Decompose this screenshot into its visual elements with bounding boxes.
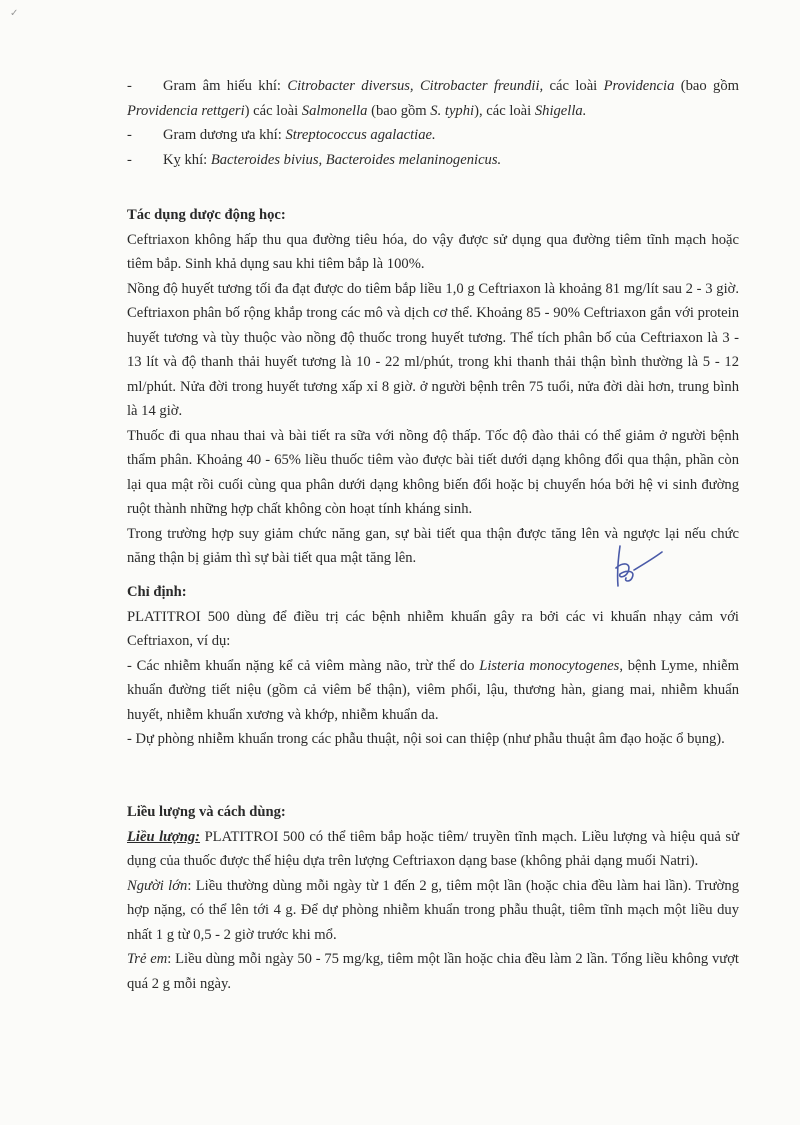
dosage-label: Liều lượng: <box>127 828 201 845</box>
species-name: Salmonella <box>301 102 368 119</box>
species-name: Bacteroides bivius, Bacteroides melaninogenicus. <box>210 151 502 168</box>
section-heading: Tác dụng dược động học: <box>127 207 286 223</box>
paragraph: PLATITROI 500 dùng để điều trị các bệnh nhiễm khuẩn gây ra bởi các vi khuẩn nhạy cảm với Ceftriaxon, ví dụ: <box>127 608 739 649</box>
text-span: Kỵ khí: <box>163 151 211 168</box>
section-heading: Liều lượng và cách dùng: <box>127 804 286 820</box>
species-name: Providencia rettgeri <box>127 102 245 119</box>
paragraph <box>127 874 739 948</box>
text-span: (bao gồm <box>674 78 739 94</box>
paragraph: Ceftriaxon không hấp thu qua đường tiêu hóa, do vậy được sử dụng qua đường tiêm tĩnh mạch hoặc tiêm bắp. Sinh khả dụng sau khi tiêm bắp là 100%. <box>127 231 739 272</box>
pharmacokinetics-section <box>127 203 739 571</box>
text-span: PLATITROI 500 có thể tiêm bắp hoặc tiêm/ truyền tĩnh mạch. Liều lượng và hiệu quả sử dụng của thuốc được thể hiệu dựa trên lượng Ceftriaxon dạng base (không phải dạng muối Natri). <box>127 828 739 869</box>
indications-section <box>127 580 739 752</box>
paragraph: Thuốc đi qua nhau thai và bài tiết ra sữa với nồng độ thấp. Tốc độ đào thải có thể giảm ở người bệnh thẩm phân. Khoảng 40 - 65% liều thuốc tiêm vào được bài tiết dưới dạng không đổi qua thận, phần còn lại qua mật rồi cuối cùng qua phân dưới dạng không biến đổi hoặc bị chuyển hóa bởi hệ vi sinh đường ruột thành những hợp chất không còn hoạt tính kháng sinh. <box>127 427 739 517</box>
bullet-dash: - <box>127 151 132 168</box>
text-span: ) các loài <box>244 102 302 119</box>
scan-mark: ✓ <box>10 8 19 19</box>
text-span: , bệnh Lyme, nhiễm khuẩn đường tiết niệu (gồm cả viêm bể thận), viêm phổi, lậu, thương hàn, giang mai, nhiễm khuẩn huyết, nhiễm khuẩn xương và khớp, nhiễm khuẩn da. <box>127 657 739 723</box>
bacteria-list <box>127 74 739 172</box>
paragraph <box>127 947 739 996</box>
section-heading: Chỉ định: <box>127 584 187 600</box>
child-label: Trẻ em <box>127 951 168 967</box>
species-name: S. typhi <box>430 102 475 119</box>
species-name: Providencia <box>603 78 675 94</box>
species-name: Listeria monocytogenes <box>479 657 620 674</box>
text-span: Gram âm hiếu khí: <box>163 78 288 94</box>
paragraph: Nồng độ huyết tương tối đa đạt được do tiêm bắp liều 1,0 g Ceftriaxon là khoảng 81 mg/lít sau 2 - 3 giờ. Ceftriaxon phân bố rộng khắp trong các mô và dịch cơ thể. Khoảng 85 - 90% Ceftriaxon gắn với protein huyết tương và tùy thuộc vào nồng độ thuốc trong huyết tương. Thể tích phân bố của Ceftriaxon là 3 - 13 lít và độ thanh thải huyết tương là 10 - 22 ml/phút, trong khi thanh thải thận bình thường là 5 - 12 ml/phút. Nửa đời trong huyết tương xấp xỉ 8 giờ. ở người bệnh trên 75 tuổi, nửa đời dài hơn, trung bình là 14 giờ. <box>127 280 739 419</box>
text-span: : Liều dùng mỗi ngày 50 - 75 mg/kg, tiêm một lần hoặc chia đều làm 2 lần. Tổng liều không vượt quá 2 g mỗi ngày. <box>127 951 739 992</box>
text-span: Gram dương ưa khí: <box>163 127 286 143</box>
species-name: Citrobacter diversus, Citrobacter freundii, <box>287 78 544 94</box>
text-span: - Các nhiễm khuẩn nặng kể cả viêm màng não, trừ thể do <box>127 657 480 674</box>
species-name: Shigella. <box>534 102 587 119</box>
paragraph <box>127 654 739 728</box>
text-span: (bao gồm <box>367 102 431 119</box>
paragraph: - Dự phòng nhiễm khuẩn trong các phẫu thuật, nội soi can thiệp (như phẫu thuật âm đạo hoặc ổ bụng). <box>127 731 725 747</box>
paragraph <box>127 825 739 874</box>
text-span: ), các loài <box>474 102 535 119</box>
bullet-gram-negative <box>127 74 739 123</box>
adult-label: Người lớn <box>127 877 188 894</box>
text-span: : Liều thường dùng mỗi ngày từ 1 đến 2 g, tiêm một lần (hoặc chia đều làm hai lần). Trường hợp nặng, có thể lên tới 4 g. Để dự phòng nhiễm khuẩn trong phẫu thuật, tiêm tĩnh mạch một liều duy nhất 1 g từ 0,5 - 2 giờ trước khi mổ. <box>127 877 739 943</box>
dosage-section <box>127 800 739 996</box>
bullet-gram-positive <box>127 123 739 148</box>
text-span: các loài <box>543 78 604 94</box>
paragraph: Trong trường hợp suy giảm chức năng gan, sự bài tiết qua thận được tăng lên và ngược lại nếu chức năng thận bị giảm thì sự bài tiết qua mật tăng lên. <box>127 525 739 566</box>
bullet-dash: - <box>127 127 132 143</box>
bullet-anaerobic <box>127 148 739 173</box>
species-name: Streptococcus agalactiae. <box>285 127 436 143</box>
bullet-dash: - <box>127 78 132 94</box>
